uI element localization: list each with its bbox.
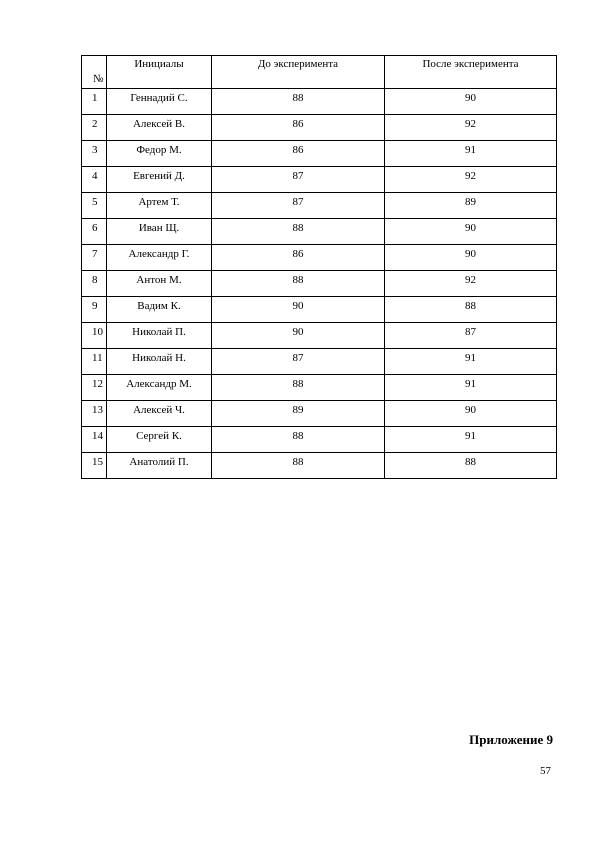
cell-initials: [107, 219, 212, 245]
cell-number: [82, 245, 107, 271]
cell-after-value: 92: [465, 274, 476, 286]
cell-after-value: 91: [465, 378, 476, 390]
cell-before: [212, 245, 385, 271]
cell-initials-value: Антон М.: [136, 274, 182, 286]
table-row: [82, 323, 557, 349]
cell-before-value: 88: [292, 456, 304, 468]
cell-after-value: 91: [465, 430, 476, 442]
cell-before: [212, 297, 385, 323]
table-row: [82, 219, 557, 245]
table-body: [82, 89, 557, 479]
cell-number: [82, 323, 107, 349]
cell-before-value: 87: [292, 170, 304, 182]
table-row: [82, 245, 557, 271]
cell-after: [385, 271, 557, 297]
table-row: [82, 349, 557, 375]
cell-after: [385, 89, 557, 115]
cell-after-value: 90: [465, 404, 476, 416]
cell-after-value: 89: [465, 196, 476, 208]
cell-before: [212, 115, 385, 141]
cell-after-value: 90: [465, 92, 476, 104]
cell-initials: [107, 115, 212, 141]
cell-after-value: 91: [465, 144, 476, 156]
cell-number: [82, 219, 107, 245]
table-row: [82, 115, 557, 141]
cell-after: [385, 167, 557, 193]
table-row: [82, 141, 557, 167]
header-number: [82, 56, 107, 89]
cell-after: [385, 401, 557, 427]
cell-before-value: 86: [292, 248, 304, 260]
cell-before: [212, 323, 385, 349]
cell-after: [385, 219, 557, 245]
cell-number-value: 1: [92, 92, 98, 104]
cell-initials-value: Вадим К.: [137, 300, 181, 312]
cell-number-value: 2: [92, 118, 98, 130]
header-initials-label: Инициалы: [134, 58, 184, 70]
cell-before-value: 86: [292, 118, 304, 130]
cell-number: [82, 271, 107, 297]
cell-after-value: 92: [465, 170, 476, 182]
cell-before-value: 90: [292, 326, 304, 338]
cell-number-value: 8: [92, 274, 98, 286]
table-header-row: [82, 56, 557, 89]
cell-before: [212, 193, 385, 219]
cell-before-value: 88: [292, 274, 304, 286]
cell-before-value: 88: [292, 430, 304, 442]
cell-number-value: 15: [92, 456, 103, 468]
table-row: [82, 297, 557, 323]
table-row: [82, 167, 557, 193]
cell-after-value: 87: [465, 326, 476, 338]
cell-number: [82, 297, 107, 323]
cell-after: [385, 427, 557, 453]
header-after-label: После эксперимента: [422, 58, 519, 70]
cell-after: [385, 323, 557, 349]
cell-before-value: 89: [292, 404, 304, 416]
cell-initials-value: Евгений Д.: [133, 170, 185, 182]
cell-before: [212, 89, 385, 115]
cell-after: [385, 375, 557, 401]
cell-number-value: 12: [92, 378, 103, 390]
cell-initials: [107, 245, 212, 271]
cell-initials: [107, 349, 212, 375]
header-before: [212, 56, 385, 89]
cell-before-value: 87: [292, 352, 304, 364]
cell-initials-value: Артем Т.: [138, 196, 180, 208]
cell-initials-value: Иван Щ.: [138, 222, 180, 234]
cell-before: [212, 167, 385, 193]
cell-before-value: 88: [292, 92, 304, 104]
cell-number: [82, 375, 107, 401]
cell-number: [82, 167, 107, 193]
cell-initials: [107, 167, 212, 193]
page-number: 57: [540, 765, 551, 777]
cell-initials-value: Алексей Ч.: [133, 404, 185, 416]
cell-initials-value: Александр М.: [126, 378, 192, 390]
cell-before: [212, 141, 385, 167]
header-before-label: До эксперимента: [257, 58, 339, 70]
cell-number-value: 5: [92, 196, 98, 208]
cell-number: [82, 427, 107, 453]
cell-number-value: 14: [92, 430, 103, 442]
header-number-label: №: [93, 73, 104, 85]
cell-number: [82, 349, 107, 375]
cell-initials-value: Николай Н.: [132, 352, 186, 364]
cell-before: [212, 427, 385, 453]
cell-initials: [107, 427, 212, 453]
cell-before: [212, 349, 385, 375]
header-after: [385, 56, 557, 89]
table-row: [82, 401, 557, 427]
cell-initials: [107, 323, 212, 349]
cell-initials-value: Алексей В.: [132, 118, 185, 130]
table-row: [82, 453, 557, 479]
header-initials: [107, 56, 212, 89]
cell-number: [82, 453, 107, 479]
cell-before-value: 87: [292, 196, 304, 208]
cell-initials-value: Александр Г.: [128, 248, 190, 260]
cell-number-value: 13: [92, 404, 103, 416]
cell-after: [385, 115, 557, 141]
cell-before: [212, 401, 385, 427]
cell-before-value: 86: [292, 144, 304, 156]
cell-number-value: 7: [92, 248, 98, 260]
cell-number: [82, 193, 107, 219]
table-row: [82, 193, 557, 219]
cell-number-value: 11: [92, 352, 103, 364]
appendix-label: Приложение 9: [469, 732, 553, 747]
cell-number-value: 6: [92, 222, 98, 234]
cell-initials-value: Федор М.: [136, 144, 182, 156]
cell-initials: [107, 375, 212, 401]
cell-after-value: 92: [465, 118, 476, 130]
cell-number: [82, 401, 107, 427]
cell-number-value: 9: [92, 300, 98, 312]
table-row: [82, 89, 557, 115]
cell-number-value: 4: [92, 170, 98, 182]
cell-after: [385, 193, 557, 219]
cell-number-value: 10: [92, 326, 103, 338]
cell-before-value: 88: [292, 222, 304, 234]
cell-after: [385, 141, 557, 167]
cell-initials: [107, 297, 212, 323]
cell-after-value: 88: [465, 456, 476, 468]
cell-before: [212, 219, 385, 245]
cell-before: [212, 375, 385, 401]
cell-initials: [107, 193, 212, 219]
table-row: [82, 375, 557, 401]
cell-before-value: 90: [292, 300, 304, 312]
cell-after: [385, 453, 557, 479]
cell-number: [82, 115, 107, 141]
cell-number-value: 3: [92, 144, 98, 156]
cell-initials: [107, 401, 212, 427]
cell-after-value: 88: [465, 300, 476, 312]
table-row: [82, 427, 557, 453]
cell-after: [385, 349, 557, 375]
results-table: [81, 55, 557, 479]
cell-initials-value: Анатолий П.: [129, 456, 189, 468]
cell-initials-value: Геннадий С.: [130, 92, 188, 104]
cell-after: [385, 297, 557, 323]
cell-after: [385, 245, 557, 271]
cell-after-value: 90: [465, 222, 476, 234]
cell-initials: [107, 271, 212, 297]
cell-before-value: 88: [292, 378, 304, 390]
cell-after-value: 91: [465, 352, 476, 364]
cell-initials-value: Сергей К.: [136, 430, 182, 442]
cell-initials: [107, 141, 212, 167]
cell-number: [82, 141, 107, 167]
cell-after-value: 90: [465, 248, 476, 260]
cell-before: [212, 453, 385, 479]
table-row: [82, 271, 557, 297]
cell-initials-value: Николай П.: [132, 326, 186, 338]
cell-initials: [107, 453, 212, 479]
cell-initials: [107, 89, 212, 115]
cell-number: [82, 89, 107, 115]
cell-before: [212, 271, 385, 297]
